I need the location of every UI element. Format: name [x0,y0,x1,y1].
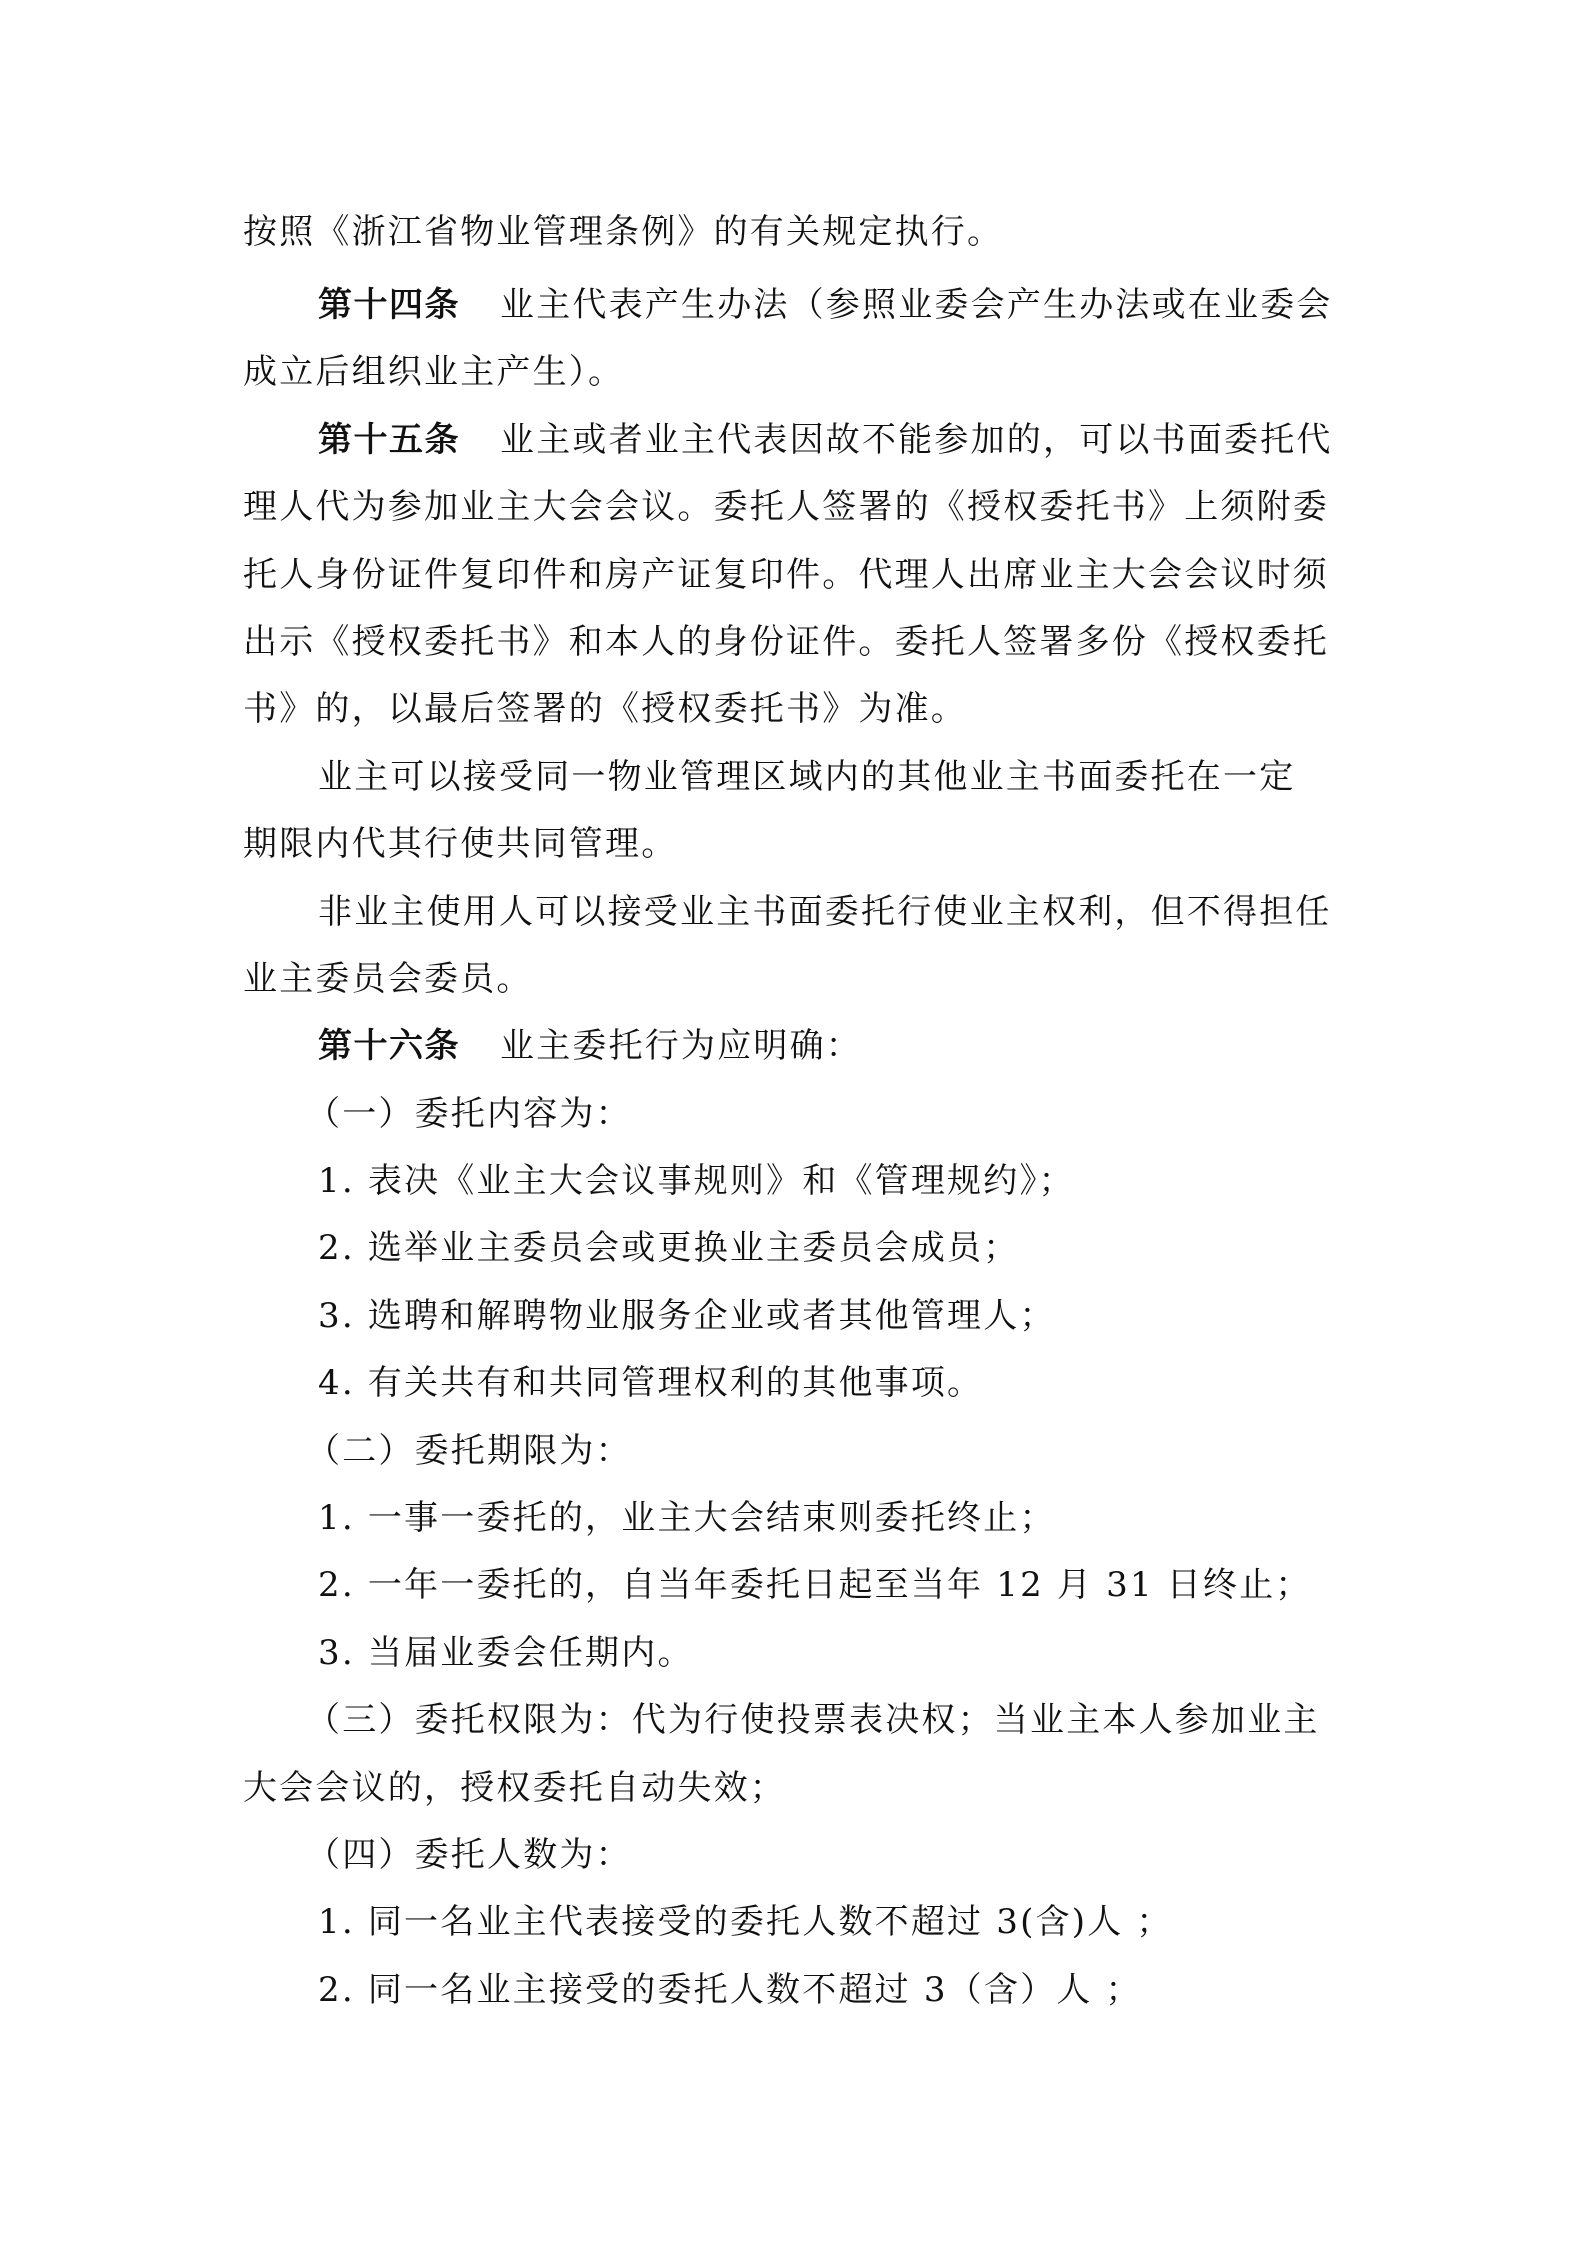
text-line [306,1825,1426,1885]
article-heading: 第十五条 [318,420,460,460]
list-item [318,1623,1438,1683]
line-text: 2. 一年一委托的，自当年委托日起至当年 12 月 31 日终止； [318,1565,1312,1605]
text-line [306,1421,1426,1481]
line-text: 按照《浙江省物业管理条例》的有关规定执行。 [243,212,1004,252]
line-text: 托人身份证件复印件和房产证复印件。代理人出席业主大会会议时须 [243,555,1329,595]
line-text: 成立后组织业主产生）。 [243,352,625,392]
text-line [243,1758,1363,1818]
line-text: 业主委托行为应明确： [500,1026,862,1066]
list-item [318,1286,1438,1346]
text-line [243,949,1363,1009]
text-line [306,1690,1426,1750]
article-heading: 第十六条 [318,1026,460,1066]
line-text: （一）委托内容为： [306,1094,632,1134]
line-text: 3. 当届业委会任期内。 [318,1633,694,1673]
line-text: 非业主使用人可以接受业主书面委托行使业主权利，但不得担任 [318,892,1332,932]
line-text: 业主代表产生办法（参照业委会产生办法或在业委会 [500,285,1333,325]
line-text: 1. 一事一委托的，业主大会结束则委托终止； [318,1498,1056,1538]
text-line [243,679,1363,739]
line-text: （二）委托期限为： [306,1431,632,1471]
text-line [306,1084,1426,1144]
article-heading: 第十四条 [318,285,460,325]
list-item [318,1892,1438,1952]
line-text: 1. 同一名业主代表接受的委托人数不超过 3(含)人 ； [318,1902,1173,1942]
text-line [243,545,1363,605]
line-text: 书》的，以最后签署的《授权委托书》为准。 [243,689,967,729]
line-text: 3. 选聘和解聘物业服务企业或者其他管理人； [318,1296,1056,1336]
text-line [243,342,1363,402]
line-text: 1. 表决《业主大会议事规则》和《管理规约》； [318,1161,1075,1201]
line-text: 4. 有关共有和共同管理权利的其他事项。 [318,1363,984,1403]
line-text: 理人代为参加业主大会会议。委托人签署的《授权委托书》上须附委 [243,487,1329,527]
line-text: 大会会议的，授权委托自动失效； [243,1768,786,1808]
line-text: 出示《授权委托书》和本人的身份证件。委托人签署多份《授权委托 [243,622,1329,662]
line-text: 2. 同一名业主接受的委托人数不超过 3（含）人 ； [318,1970,1142,2010]
article-16-line [318,1016,1438,1076]
list-item [318,1218,1438,1278]
line-text: （四）委托人数为： [306,1835,632,1875]
line-text: 业主可以接受同一物业管理区域内的其他业主书面委托在一定 [318,757,1296,797]
line-text: 期限内代其行使共同管理。 [243,824,678,864]
list-item [318,1960,1438,2020]
line-text: （三）委托权限为：代为行使投票表决权；当业主本人参加业主 [306,1700,1320,1740]
list-item [318,1488,1438,1548]
text-line [243,612,1363,672]
line-text: 2. 选举业主委员会或更换业主委员会成员； [318,1228,1020,1268]
text-line [318,882,1438,942]
list-item [318,1555,1438,1615]
list-item [318,1353,1438,1413]
list-item [318,1151,1438,1211]
article-15-line [318,410,1438,470]
text-line [243,477,1363,537]
line-text: 业主或者业主代表因故不能参加的，可以书面委托代 [500,420,1333,460]
text-line [243,814,1363,874]
text-line [318,747,1438,807]
line-text: 业主委员会委员。 [243,959,533,999]
text-line [243,202,1363,262]
article-14-line [318,275,1438,335]
